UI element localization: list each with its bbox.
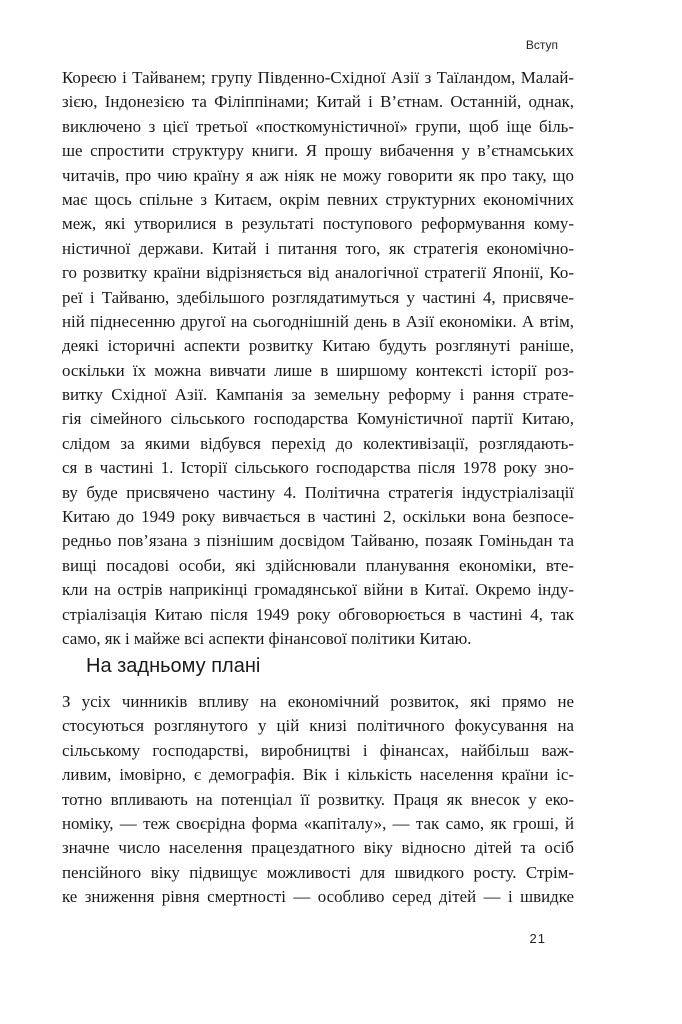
text-line: Кореєю і Тайванем; групу Південно-Східної Азії з Таїландом, Малай-	[62, 68, 574, 87]
text-line: деякі історичні аспекти розвитку Китаю будуть розглянуті раніше,	[62, 336, 574, 356]
section-heading: На задньому плані	[86, 655, 261, 677]
text-line: стосуються розглянутого у цій книзі політичного фокусування на	[62, 716, 574, 736]
text-line: слідом за якими відбувся перехід до колективізації, розглядають-	[62, 433, 574, 453]
text-line: читачів, про чию країну я аж ніяк не можу говорити як про таку, що	[62, 165, 574, 185]
text-line: ке зниження рівня смертності — особливо серед дітей — і швидке	[62, 887, 574, 907]
text-line: меж, які утворилися в результаті поступового реформування кому-	[62, 214, 574, 234]
text-line: ністичної держави. Китай і питання того, як стратегія економічно-	[62, 238, 574, 258]
text-line: ву буде присвячено частину 4. Політична стратегія індустріалізації	[62, 482, 574, 502]
text-line: ся в частині 1. Історії сільського господарства після 1978 року зно-	[62, 458, 574, 478]
text-line: пенсійного віку підвищує можливості для швидкого росту. Стрім-	[62, 862, 574, 882]
running-header: Вступ	[525, 38, 558, 52]
text-line: стріалізація Китаю після 1949 року обговорюється в частині 4, так	[62, 604, 574, 624]
page-number: 21	[529, 931, 546, 946]
text-line: ше спростити структуру книги. Я прошу вибачення у в’єтнамських	[62, 141, 574, 161]
text-line: номіку, — теж своєрідна форма «капіталу», — так само, як гроші, й	[62, 813, 574, 833]
text-line: кли на острів наприкінці громадянської війни в Китаї. Окремо інду-	[62, 580, 574, 600]
text-line: зією, Індонезією та Філіппінами; Китай і В’єтнам. Останній, однак,	[62, 92, 574, 112]
text-line: гія сімейного сільського господарства Комуністичної партії Китаю,	[62, 409, 574, 429]
text-line: Китаю до 1949 року вивчається в частині 2, оскільки вона безпосе-	[62, 507, 574, 527]
text-line: значне число населення працездатного віку відносно дітей та осіб	[62, 838, 574, 858]
text-line: витку Східної Азії. Кампанія за земельну реформу і рання страте-	[62, 385, 574, 405]
text-line: вищі посадові особи, які здійснювали планування економіки, вте-	[62, 555, 574, 575]
text-line: оскільки їх можна вивчати лише в ширшому контексті історії роз-	[62, 360, 574, 380]
text-line: виключено з цієї третьої «посткомуністичної» групи, щоб іще біль-	[62, 116, 574, 136]
text-line: ній піднесенню другої на сьогоднішній день в Азії економіки. А втім,	[62, 311, 574, 331]
text-line: реї і Тайваню, здебільшого розглядатимуться у частині 4, присвяче-	[62, 287, 574, 307]
text-line: З усіх чинників впливу на економічний розвиток, які прямо не	[62, 692, 574, 711]
paragraph-2	[62, 690, 574, 910]
text-line: сільському господарстві, виробництві і фінансах, найбільш важ-	[62, 740, 574, 760]
text-line: го розвитку країни відрізняється від аналогічної стратегії Японії, Ко-	[62, 263, 574, 283]
paragraph-1	[62, 66, 574, 651]
text-line: само, як і майже всі аспекти фінансової політики Китаю.	[62, 628, 472, 648]
text-line: редньо пов’язана з пізнішим досвідом Тайваню, позаяк Гоміньдан та	[62, 531, 574, 551]
text-line: має щось спільне з Китаєм, окрім певних структурних економічних	[62, 189, 574, 209]
text-line: ливим, імовірно, є демографія. Вік і кількість населення країни іс-	[62, 765, 574, 785]
text-line: тотно впливають на потенціал її розвитку. Праця як внесок у еко-	[62, 789, 574, 809]
